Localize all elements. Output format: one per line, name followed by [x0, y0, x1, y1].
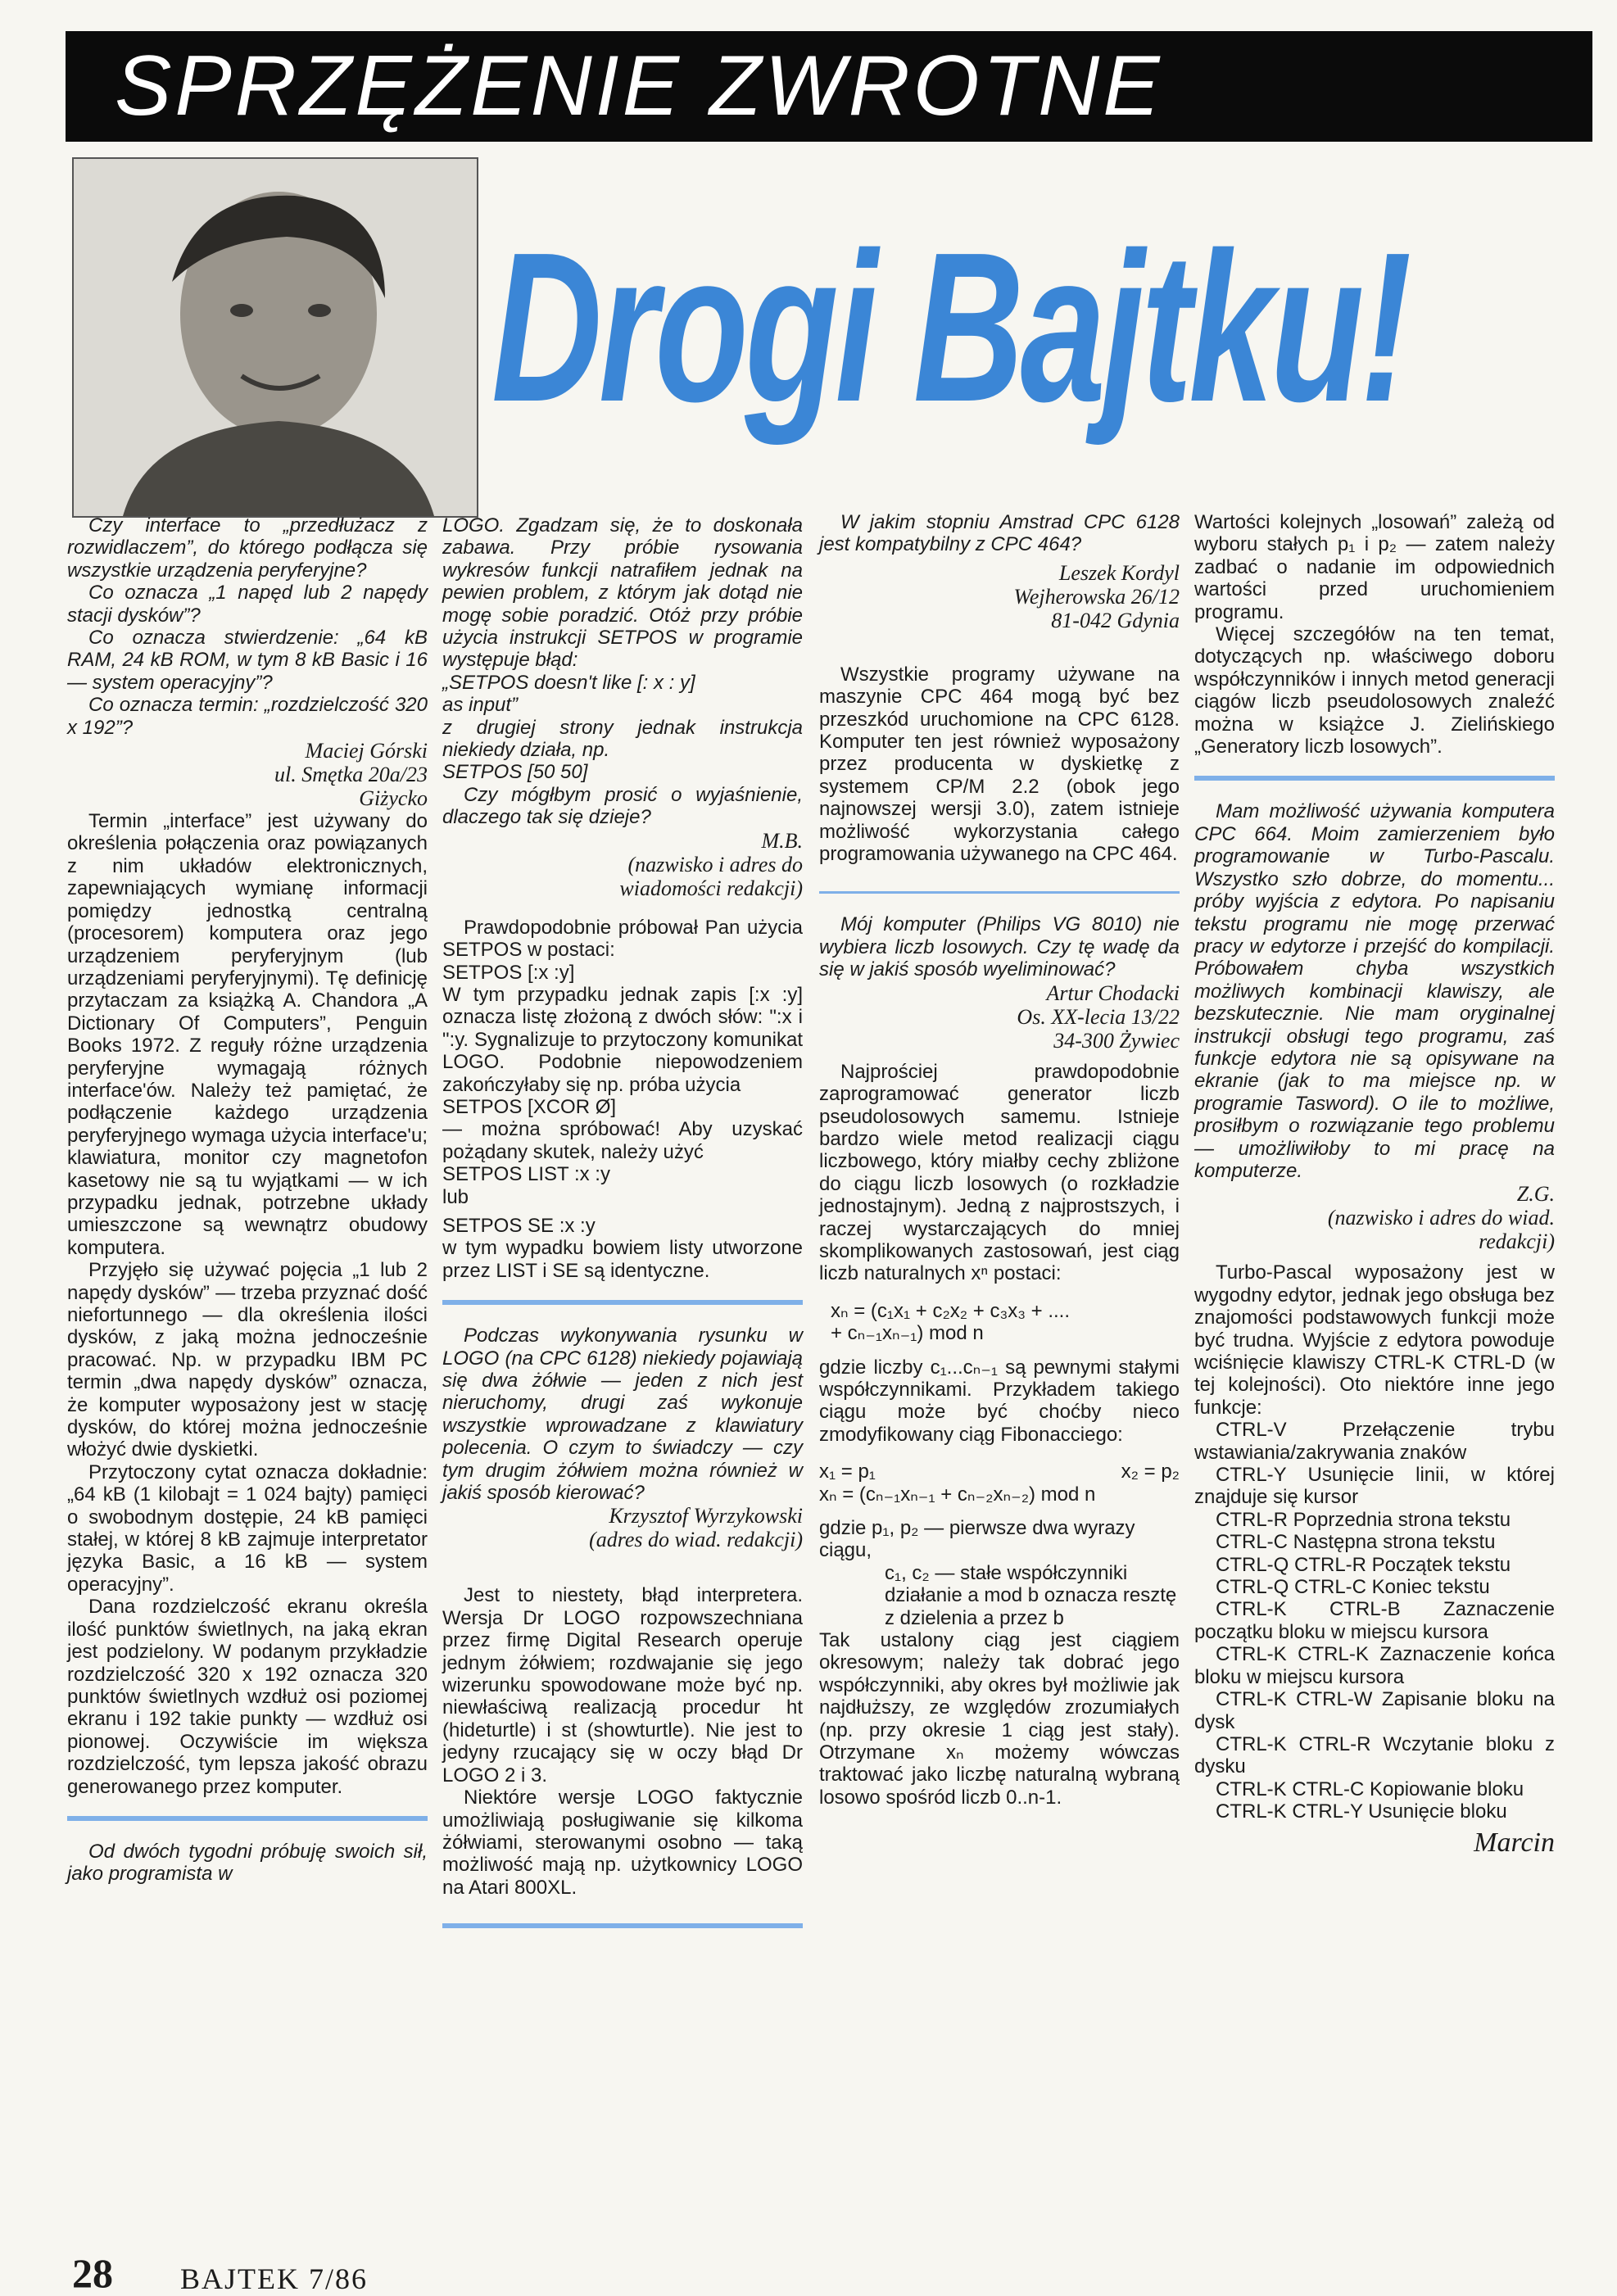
code-line: SETPOS SE :x :y — [442, 1214, 596, 1237]
answer-paragraph: Dana rozdzielczość ekranu określa ilość punktów świetlnych, na jaką ekran jest podzielony. W podanym przykładzie rozdzielczość 320 x 192 oznacza 320 punktów świetlnych wzdłuż osi poziomej ekranu i 192 takie punkty — wzdłuż osi pionowej. Oczywiście im większa rozdzielczość, tym lepsza jakość obrazu generowanego przez komputer. — [67, 1596, 428, 1798]
answer-paragraph: Turbo-Pascal wyposażony jest w wygodny edytor, jednak jego obsługa bez znajomości podstawowych funkcji może być trudna. Wyjście z edytora powoduje wciśnięcie klawiszy CTRL-K CTRL-D (w tej kolejności). Oto niektóre inne jego funkcje: — [1194, 1261, 1555, 1419]
legend-item: gdzie p₁, p₂ — pierwsze dwa wyrazy ciągu, — [819, 1517, 1135, 1562]
letter-paragraph: Czy mógłbym prosić o wyjaśnienie, dlaczego tak się dzieje? — [442, 783, 803, 829]
signature-name: Artur Chodacki — [1046, 980, 1180, 1005]
answer-paragraph: Jest to niestety, błąd interpretera. Wersja Dr LOGO rozpowszechniana przez firmę Digital Research operuje jednym żółwiem; rozdwajanie się jego wizerunku spowodowane może być np. niewłaściwą realizacją procedur ht (hideturtle) i st (showturtle). Nie jest to jedyny rzucający się w oczy błąd Dr LOGO 2 i 3. — [442, 1584, 803, 1787]
formula-line: xₙ = (cₙ₋₁xₙ₋₁ + cₙ₋₂xₙ₋₂) mod n — [819, 1483, 1096, 1506]
signature — [1194, 1182, 1555, 1253]
signature-name: M.B. — [761, 828, 803, 853]
signature — [67, 739, 428, 810]
signature-address: Wejherowska 26/12 — [1013, 584, 1180, 609]
signature — [819, 981, 1180, 1053]
answer-paragraph: — można spróbować! Aby uzyskać pożądany skutek, należy użyć — [442, 1118, 803, 1163]
letter-paragraph: LOGO. Zgadzam się, że to doskonała zabawa. Przy próbie rysowania wykresów funkcji natrafiłem jednak na pewien problem, z którym jak dotąd nie mogę sobie poradzić. Otóż przy próbie użycia instrukcji SETPOS w programie występuje błąd: — [442, 514, 803, 672]
answer-paragraph: Tak ustalony ciąg jest ciągiem okresowym; należy tak dobrać jego współczynniki, aby okres był możliwie jak najdłuższy, ze względów zrozumiałych (np. przy okresie 1 ciąg jest stały). Otrzymane xₙ możemy wówczas traktować jako liczbę naturalną wybraną losowo spośród liczb 0..n-1. — [819, 1629, 1180, 1809]
letter-paragraph: W jakim stopniu Amstrad CPC 6128 jest kompatybilny z CPC 464? — [819, 511, 1180, 556]
signature-note: (adres do wiad. redakcji) — [589, 1528, 803, 1552]
key-item: CTRL-K CTRL-C Kopiowanie bloku — [1216, 1777, 1524, 1800]
author-signature: Marcin — [1474, 1827, 1555, 1858]
formula-term: x₁ = p₁ — [819, 1460, 876, 1483]
signature-name: Maciej Górski — [305, 739, 428, 763]
signature-city: 81-042 Gdynia — [1051, 608, 1180, 632]
legend-item: działanie a mod b oznacza resztę z dzielenia a przez b — [885, 1584, 1177, 1629]
column-3 — [819, 511, 1180, 1809]
answer-text: lub — [442, 1185, 469, 1208]
key-item: CTRL-K CTRL-R Wczytanie bloku z dysku — [1194, 1732, 1555, 1778]
divider — [442, 1300, 803, 1305]
letter-paragraph: Od dwóch tygodni próbuję swoich sił, jako programista w — [67, 1840, 428, 1886]
headline: Drogi Bajtku! — [491, 209, 1409, 446]
key-item: CTRL-Q CTRL-C Koniec tekstu — [1216, 1576, 1490, 1599]
letter-paragraph: Co oznacza termin: „rozdzielczość 320 x 192”? — [67, 694, 428, 739]
magazine-issue: BAJTEK 7/86 — [180, 2262, 368, 2295]
answer-paragraph: Przytoczony cytat oznacza dokładnie: „64 kB (1 kilobajt = 1 024 bajty) pamięci o swobodnym dostępie, 24 kB pamięci stałej, w której 8 kB zajmuje interpretator języka Basic, a 16 kB — system operacyjny”. — [67, 1460, 428, 1596]
answer-paragraph: Przyjęło się używać pojęcia „1 lub 2 napędy dysków” — trzeba przyznać dość niefortunnego — dla określenia ilości dysków, z jaką można jednocześnie pracować. Np. w przypadku IBM PC termin „dwa napędy dysków” oznacza, że komputer wyposażony jest w stację dysków, do której można jednocześnie włożyć dwie dyskietki. — [67, 1259, 428, 1461]
code-quote: as input” — [442, 694, 519, 717]
letter-paragraph: Podczas wykonywania rysunku w LOGO (na CPC 6128) niekiedy pojawiają się dwa żółwie — jeden z nich jest nieruchomy, drugi zaś wykonuje wszystkie wprowadzane z klawiatury polecenia. O czym to świadczy — czy tym drugim żółwiem można również w jakiś sposób kierować? — [442, 1325, 803, 1505]
signature-city: Giżycko — [359, 786, 428, 811]
signature — [442, 1504, 803, 1551]
key-item: CTRL-K CTRL-Y Usunięcie bloku — [1216, 1800, 1507, 1823]
code-line: SETPOS [50 50] — [442, 761, 588, 784]
signature-city: 34-300 Żywiec — [1053, 1028, 1180, 1053]
answer-paragraph: W tym przypadku jednak zapis [:x :y] oznacza listę złożoną z dwóch słów: ":x i ":y. Sygnalizuje to przytoczony komunikat LOGO. Podobnie niepowodzeniem zakończyłaby się np. próba użycia — [442, 983, 803, 1096]
portrait-photo-icon — [74, 159, 477, 516]
divider — [442, 1923, 803, 1928]
key-item: CTRL-R Poprzednia strona tekstu — [1216, 1508, 1511, 1531]
answer-paragraph: Wartości kolejnych „losowań” zależą od wyboru stałych p₁ i p₂ — zatem należy zadbać o nadanie im odpowiednich wartości przed uruchomieniem programu. — [1194, 511, 1555, 623]
signature-name: Z.G. — [1516, 1182, 1555, 1207]
key-item: CTRL-C Następna strona tekstu — [1216, 1531, 1496, 1554]
key-item: CTRL-Q CTRL-R Początek tekstu — [1216, 1553, 1511, 1576]
formula — [819, 1300, 1180, 1345]
signature — [442, 829, 803, 900]
section-banner: SPRZĘŻENIE ZWROTNE — [66, 31, 1592, 142]
column-4 — [1194, 511, 1555, 1859]
divider — [1194, 776, 1555, 781]
key-item: CTRL-Y Usunięcie linii, w której znajduje się kursor — [1194, 1464, 1555, 1509]
answer-paragraph: gdzie liczby c₁...cₙ₋₁ są pewnymi stałymi współczynnikami. Przykładem takiego ciągu może być choćby nieco zmodyfikowany ciąg Fibonacciego: — [819, 1356, 1180, 1446]
key-item: CTRL-K CTRL-B Zaznaczenie początku bloku w miejscu kursora — [1194, 1598, 1555, 1643]
divider — [819, 891, 1180, 894]
code-line: SETPOS LIST :x :y — [442, 1163, 610, 1186]
letter-paragraph: Czy interface to „przedłużacz z rozwidlaczem”, do którego podłącza się wszystkie urządzenia peryferyjne? — [67, 514, 428, 582]
signature-name: Leszek Kordyl — [1058, 560, 1180, 585]
column-2 — [442, 514, 803, 1948]
answer-paragraph: Najprościej prawdopodobnie zaprogramować generator liczb pseudolosowych samemu. Istnieje bardzo wiele metod realizacji ciągu liczbowego, który miałby cechy zbliżone do ciągu liczb losowych (o rozkładzie jednostajnym). Jedną z najprostszych, i raczej wystarczających do mniej skomplikowanych zastosowań, jest ciąg liczb naturalnych xⁿ postaci: — [819, 1060, 1180, 1285]
formula-line: + cₙ₋₁xₙ₋₁) mod n — [831, 1322, 984, 1345]
answer-paragraph: Prawdopodobnie próbował Pan użycia SETPOS w postaci: — [442, 916, 803, 962]
answer-paragraph: Wszystkie programy używane na maszynie CPC 464 mogą być bez przeszkód uruchomione na CPC 6128. Komputer ten jest również wyposażony przez producenta w dyskietkę z systemem CP/M 2.2 (obok jego najnowszej wersji 3.0), zatem istnieje możliwość wykorzystania całego programowania używanego na CPC 464. — [819, 663, 1180, 866]
page-number: 28 — [72, 2250, 113, 2296]
key-item: CTRL-K CTRL-K Zaznaczenie końca bloku w miejscu kursora — [1194, 1643, 1555, 1688]
letter-paragraph: Co oznacza stwierdzenie: „64 kB RAM, 24 kB ROM, w tym 8 kB Basic i 16 — system operacyjny”? — [67, 627, 428, 694]
answer-paragraph: w tym wypadku bowiem listy utworzone przez LIST i SE są identyczne. — [442, 1237, 803, 1282]
letter-paragraph: Mam możliwość używania komputera CPC 664. Moim zamierzeniem było programowanie w Turbo-Pascalu. Wszystko szło dobrze, do momentu... próby wyjścia z edytora. Po napisaniu tekstu programu nie mogę przerwać pracy w edytorze i przejść do kompilacji. Próbowałem chyba wszystkich możliwych kombinacji klawiszy, ale bezskutecznie. Nie mam oryginalnej instrukcji obsługi tego programu, zaś funkcje edytora nie są opisywane na ekranie (jak to ma miejsce np. w programie Tasword). O ile to możliwe, prosiłbym o rozwiązanie tego problemu — umożliwiłoby to mi pracę na komputerze. — [1194, 800, 1555, 1182]
signature-name: Krzysztof Wyrzykowski — [609, 1504, 803, 1528]
signature-note: wiadomości redakcji) — [619, 876, 803, 900]
signature-address: ul. Smętka 20a/23 — [274, 763, 428, 787]
signature-note: (nazwisko i adres do — [627, 852, 803, 876]
code-quote: „SETPOS doesn't like [: x : y] — [442, 671, 695, 694]
key-item: CTRL-V Przełączenie trybu wstawiania/zakrywania znaków — [1194, 1419, 1555, 1464]
answer-paragraph: Termin „interface” jest używany do określenia połączenia oraz powiązanych z nim układów elektronicznych, zapewniających wymianę informacji pomiędzy jednostką centralną (procesorem) komputera oraz jego urządzeniem peryferyjnym (lub urządzeniami peryferyjnymi). Tę definicję przytaczam za książką A. Chandora „A Dictionary Of Computers”, Penguin Books 1972. Z reguły różne urządzenia peryferyjne wymagają różnych interface'ów. Należy też pamiętać, że podłączenie każdego urządzenia peryferyjnego wymaga użycia interface'u; klawiatura, monitor czy magnetofon kasetowy nie są tu wyjątkami — w ich przypadku jednak, potrzebne układy umieszczone są wewnątrz obudowy komputera. — [67, 810, 428, 1259]
letter-paragraph: Mój komputer (Philips VG 8010) nie wybiera liczb losowych. Czy tę wadę da się w jakiś sposób wyeliminować? — [819, 913, 1180, 981]
formula-line: xₙ = (c₁x₁ + c₂x₂ + c₃x₃ + .... — [831, 1299, 1071, 1322]
signature-note: redakcji) — [1479, 1230, 1555, 1254]
letter-paragraph: z drugiej strony jednak instrukcja niekiedy działa, np. — [442, 716, 803, 762]
answer-paragraph: Niektóre wersje LOGO faktycznie umożliwiają posługiwanie się kilkoma żółwiami, sterowanymi osobno — taką możliwość mają np. użytkownicy LOGO na Atari 800XL. — [442, 1787, 803, 1899]
code-line: SETPOS [XCOR Ø] — [442, 1095, 617, 1118]
formula-term: x₂ = p₂ — [1121, 1460, 1180, 1483]
signature-address: Os. XX-lecia 13/22 — [1017, 1004, 1180, 1029]
letter-paragraph: Co oznacza „1 napęd lub 2 napędy stacji dysków”? — [67, 582, 428, 627]
formula — [819, 1460, 1180, 1506]
legend-item: c₁, c₂ — stałe współczynniki — [885, 1561, 1128, 1584]
column-1 — [67, 514, 428, 1886]
author-photo — [72, 157, 478, 518]
code-line: SETPOS [:x :y] — [442, 961, 575, 984]
signature — [819, 561, 1180, 632]
answer-paragraph: Więcej szczegółów na ten temat, dotyczących np. właściwego doboru współczynników i innych metod generacji ciągów liczb pseudolosowych znaleźć można w książce J. Zielińskiego „Generatory liczb losowych”. — [1194, 623, 1555, 759]
divider — [67, 1816, 428, 1821]
signature-note: (nazwisko i adres do wiad. — [1327, 1206, 1555, 1230]
key-item: CTRL-K CTRL-W Zapisanie bloku na dysk — [1194, 1688, 1555, 1733]
